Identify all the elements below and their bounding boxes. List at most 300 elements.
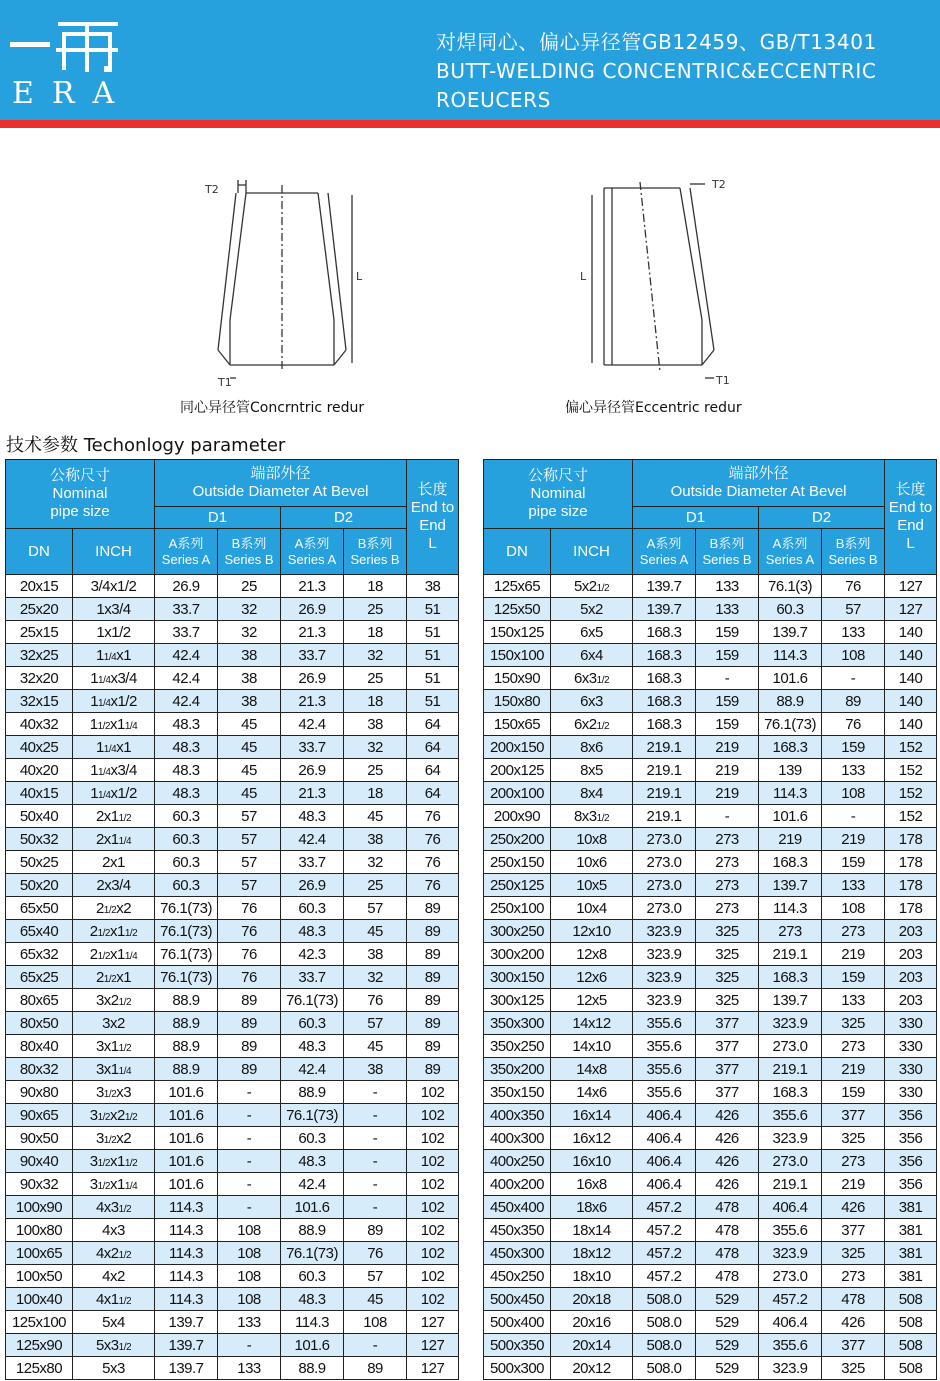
length-cell: 51 <box>407 598 459 621</box>
d1-series-b-cell: 159 <box>696 621 759 644</box>
concentric-reducer-drawing <box>218 180 352 378</box>
dn-cell: 450x300 <box>484 1242 551 1265</box>
title-en-line2: ROEUCERS <box>436 88 551 112</box>
d2-series-a-cell: 42.4 <box>281 828 344 851</box>
table-row <box>484 644 937 667</box>
inch-cell: 31/2x3 <box>73 1081 155 1104</box>
dn-cell: 125x50 <box>484 598 551 621</box>
d2-series-b-cell: - <box>822 805 885 828</box>
table-row <box>6 943 459 966</box>
length-cell: 64 <box>407 713 459 736</box>
length-cell: 178 <box>885 828 937 851</box>
d1-series-a-cell: 88.9 <box>155 989 218 1012</box>
inch-cell: 12x8 <box>551 943 633 966</box>
d2-series-a-cell: 101.6 <box>759 805 822 828</box>
d2-series-a-cell: 168.3 <box>759 736 822 759</box>
d1-series-b-cell: 45 <box>218 713 281 736</box>
d2-series-b-cell: 25 <box>344 759 407 782</box>
inch-cell: 6x21/2 <box>551 713 633 736</box>
length-cell: 356 <box>885 1104 937 1127</box>
d2-series-b-cell: 89 <box>822 690 885 713</box>
length-cell: 89 <box>407 1058 459 1081</box>
d1-series-a-cell: 457.2 <box>633 1265 696 1288</box>
table-row <box>6 598 459 621</box>
table-row <box>484 828 937 851</box>
d1-series-a-cell: 219.1 <box>633 759 696 782</box>
dn-cell: 450x350 <box>484 1219 551 1242</box>
d1-series-a-cell: 323.9 <box>633 920 696 943</box>
d2-series-b-cell: 133 <box>822 621 885 644</box>
d1-series-a-cell: 26.9 <box>155 575 218 598</box>
table-row <box>6 1334 459 1357</box>
d1-series-a-cell: 101.6 <box>155 1150 218 1173</box>
length-cell: 203 <box>885 966 937 989</box>
table-row <box>6 1196 459 1219</box>
d2-series-b-cell: 38 <box>344 1058 407 1081</box>
d2-series-b-cell: 133 <box>822 759 885 782</box>
d1-series-b-cell: 478 <box>696 1196 759 1219</box>
d2-series-b-cell: 273 <box>822 1035 885 1058</box>
d1-series-a-cell: 101.6 <box>155 1127 218 1150</box>
d2-series-b-cell: 159 <box>822 736 885 759</box>
d2-series-a-cell: 48.3 <box>281 920 344 943</box>
length-cell: 64 <box>407 782 459 805</box>
table-row <box>6 575 459 598</box>
dn-cell: 300x150 <box>484 966 551 989</box>
length-cell: 102 <box>407 1242 459 1265</box>
inch-cell: 5x31/2 <box>73 1334 155 1357</box>
table-row <box>6 1173 459 1196</box>
table-row <box>484 1265 937 1288</box>
length-cell: 381 <box>885 1196 937 1219</box>
inch-cell: 3/4x1/2 <box>73 575 155 598</box>
inch-cell: 20x12 <box>551 1357 633 1380</box>
table-row <box>6 920 459 943</box>
inch-cell: 20x18 <box>551 1288 633 1311</box>
d1-series-a-cell: 168.3 <box>633 644 696 667</box>
d1-series-a-cell: 168.3 <box>633 621 696 644</box>
length-cell: 152 <box>885 759 937 782</box>
d1-series-a-cell: 48.3 <box>155 736 218 759</box>
d1-series-a-header: A系列 Series A <box>633 529 696 575</box>
length-cell: 102 <box>407 1265 459 1288</box>
d1-series-b-cell: 57 <box>218 805 281 828</box>
d2-series-b-cell: 45 <box>344 920 407 943</box>
length-cell: 127 <box>407 1311 459 1334</box>
dn-cell: 500x450 <box>484 1288 551 1311</box>
table-row <box>484 598 937 621</box>
d1-series-a-cell: 33.7 <box>155 621 218 644</box>
concentric-t2-label: T2 <box>205 183 219 196</box>
inch-cell: 11/2x11/4 <box>73 713 155 736</box>
d2-series-a-header: A系列 Series A <box>281 529 344 575</box>
dn-cell: 400x250 <box>484 1150 551 1173</box>
inch-header: INCH <box>73 529 155 575</box>
d2-series-b-cell: 159 <box>822 851 885 874</box>
dn-cell: 40x15 <box>6 782 73 805</box>
d1-series-a-cell: 139.7 <box>633 575 696 598</box>
d2-series-b-cell: 377 <box>822 1104 885 1127</box>
d1-series-b-cell: 38 <box>218 690 281 713</box>
length-cell: 102 <box>407 1219 459 1242</box>
dn-cell: 90x65 <box>6 1104 73 1127</box>
d1-series-b-cell: 529 <box>696 1357 759 1380</box>
d2-series-b-cell: 219 <box>822 943 885 966</box>
inch-cell: 4x11/2 <box>73 1288 155 1311</box>
length-cell: 203 <box>885 989 937 1012</box>
inch-cell: 4x21/2 <box>73 1242 155 1265</box>
d2-series-a-cell: 139.7 <box>759 989 822 1012</box>
dn-cell: 100x90 <box>6 1196 73 1219</box>
table-row <box>484 1334 937 1357</box>
inch-cell: 18x10 <box>551 1265 633 1288</box>
d1-series-b-cell: 325 <box>696 920 759 943</box>
table-row <box>484 1127 937 1150</box>
dn-cell: 50x20 <box>6 874 73 897</box>
table-row <box>6 874 459 897</box>
inch-cell: 16x8 <box>551 1173 633 1196</box>
d2-series-a-cell: 323.9 <box>759 1127 822 1150</box>
d1-series-a-cell: 273.0 <box>633 874 696 897</box>
eccentric-caption: 偏心异径管Eccentric redur <box>565 400 742 416</box>
d1-series-a-cell: 114.3 <box>155 1242 218 1265</box>
d2-series-b-cell: 32 <box>344 851 407 874</box>
dn-cell: 250x125 <box>484 874 551 897</box>
d1-series-a-cell: 323.9 <box>633 989 696 1012</box>
dn-cell: 250x150 <box>484 851 551 874</box>
inch-cell: 16x14 <box>551 1104 633 1127</box>
d2-series-a-cell: 42.4 <box>281 1173 344 1196</box>
d1-header: D1 <box>155 507 281 529</box>
d2-series-a-cell: 457.2 <box>759 1288 822 1311</box>
dn-cell: 80x65 <box>6 989 73 1012</box>
inch-cell: 5x21/2 <box>551 575 633 598</box>
d2-series-b-cell: 76 <box>344 1242 407 1265</box>
d2-series-a-cell: 219 <box>759 828 822 851</box>
d1-series-b-cell: 76 <box>218 966 281 989</box>
d2-series-a-cell: 114.3 <box>759 782 822 805</box>
inch-cell: 14x8 <box>551 1058 633 1081</box>
d2-series-a-cell: 139.7 <box>759 621 822 644</box>
dn-cell: 450x400 <box>484 1196 551 1219</box>
inch-cell: 6x3 <box>551 690 633 713</box>
d2-series-b-cell: 159 <box>822 1081 885 1104</box>
table-row <box>484 874 937 897</box>
dn-cell: 500x400 <box>484 1311 551 1334</box>
nominal-header: 公称尺寸 Nominal pipe size <box>484 460 633 529</box>
inch-cell: 21/2x1 <box>73 966 155 989</box>
table-row <box>6 713 459 736</box>
table-row <box>484 1196 937 1219</box>
d2-series-a-cell: 101.6 <box>759 667 822 690</box>
d1-series-b-cell: - <box>218 1081 281 1104</box>
d1-series-a-cell: 219.1 <box>633 805 696 828</box>
d1-series-a-cell: 101.6 <box>155 1104 218 1127</box>
d2-series-a-cell: 60.3 <box>281 1265 344 1288</box>
length-cell: 127 <box>407 1357 459 1380</box>
d2-series-b-cell: 76 <box>822 575 885 598</box>
dn-cell: 90x32 <box>6 1173 73 1196</box>
table-row <box>484 713 937 736</box>
table-row <box>484 621 937 644</box>
d1-series-b-cell: 133 <box>696 598 759 621</box>
d2-series-b-cell: 25 <box>344 667 407 690</box>
inch-cell: 6x31/2 <box>551 667 633 690</box>
dn-cell: 350x150 <box>484 1081 551 1104</box>
od-header: 端部外径 Outside Diameter At Bevel <box>155 460 407 507</box>
inch-cell: 18x6 <box>551 1196 633 1219</box>
d2-series-b-cell: 273 <box>822 1150 885 1173</box>
era-logo <box>8 18 133 113</box>
d1-series-a-cell: 114.3 <box>155 1196 218 1219</box>
d2-series-b-cell: 133 <box>822 874 885 897</box>
table-row <box>484 989 937 1012</box>
d1-series-a-cell: 406.4 <box>633 1127 696 1150</box>
dn-cell: 150x90 <box>484 667 551 690</box>
dn-cell: 200x90 <box>484 805 551 828</box>
d1-series-a-cell: 273.0 <box>633 851 696 874</box>
d1-series-a-cell: 139.7 <box>155 1311 218 1334</box>
d1-series-b-cell: 159 <box>696 690 759 713</box>
d1-series-b-cell: 478 <box>696 1242 759 1265</box>
dn-cell: 350x200 <box>484 1058 551 1081</box>
d2-series-a-cell: 21.3 <box>281 782 344 805</box>
d1-series-a-cell: 114.3 <box>155 1288 218 1311</box>
inch-cell: 10x4 <box>551 897 633 920</box>
d2-series-b-cell: 38 <box>344 943 407 966</box>
length-cell: 89 <box>407 989 459 1012</box>
d1-series-a-cell: 219.1 <box>633 736 696 759</box>
d2-series-b-cell: 426 <box>822 1196 885 1219</box>
d1-series-b-cell: 273 <box>696 897 759 920</box>
inch-cell: 12x5 <box>551 989 633 1012</box>
d2-series-a-cell: 88.9 <box>281 1081 344 1104</box>
d2-series-a-cell: 406.4 <box>759 1196 822 1219</box>
table-row <box>6 1104 459 1127</box>
d1-series-a-cell: 139.7 <box>155 1357 218 1380</box>
d1-series-b-cell: 108 <box>218 1288 281 1311</box>
d2-series-a-cell: 219.1 <box>759 1173 822 1196</box>
length-cell: 330 <box>885 1035 937 1058</box>
dn-cell: 150x125 <box>484 621 551 644</box>
d2-series-b-cell: 57 <box>822 598 885 621</box>
length-cell: 140 <box>885 713 937 736</box>
d2-series-a-cell: 355.6 <box>759 1334 822 1357</box>
table-row <box>484 759 937 782</box>
d2-series-a-cell: 101.6 <box>281 1196 344 1219</box>
dn-cell: 400x200 <box>484 1173 551 1196</box>
d1-series-a-cell: 323.9 <box>633 966 696 989</box>
d2-series-a-cell: 33.7 <box>281 966 344 989</box>
d2-series-b-cell: 89 <box>344 1219 407 1242</box>
dn-cell: 150x80 <box>484 690 551 713</box>
d1-series-b-cell: 32 <box>218 598 281 621</box>
inch-cell: 11/4x3/4 <box>73 667 155 690</box>
d1-series-b-cell: 108 <box>218 1265 281 1288</box>
logo-letters: ERA <box>12 76 133 111</box>
d2-series-a-cell: 168.3 <box>759 966 822 989</box>
d2-series-b-cell: 18 <box>344 575 407 598</box>
d2-series-b-cell: 38 <box>344 713 407 736</box>
table-row <box>6 1242 459 1265</box>
d1-series-b-cell: 57 <box>218 874 281 897</box>
d2-series-b-cell: 45 <box>344 1288 407 1311</box>
dn-cell: 80x40 <box>6 1035 73 1058</box>
d1-series-b-cell: 159 <box>696 644 759 667</box>
length-cell: 203 <box>885 943 937 966</box>
d1-series-a-cell: 168.3 <box>633 690 696 713</box>
length-cell: 330 <box>885 1012 937 1035</box>
d1-series-b-cell: 45 <box>218 782 281 805</box>
length-cell: 64 <box>407 759 459 782</box>
d1-series-a-cell: 406.4 <box>633 1150 696 1173</box>
inch-cell: 12x10 <box>551 920 633 943</box>
length-cell: 76 <box>407 805 459 828</box>
d2-series-b-cell: 18 <box>344 690 407 713</box>
inch-cell: 5x4 <box>73 1311 155 1334</box>
inch-cell: 18x14 <box>551 1219 633 1242</box>
table-row <box>484 1288 937 1311</box>
length-cell: 51 <box>407 644 459 667</box>
d2-series-a-cell: 60.3 <box>281 897 344 920</box>
d1-series-b-cell: 529 <box>696 1288 759 1311</box>
d2-series-b-cell: - <box>344 1127 407 1150</box>
length-cell: 330 <box>885 1081 937 1104</box>
d1-series-a-cell: 101.6 <box>155 1173 218 1196</box>
d1-series-a-cell: 60.3 <box>155 874 218 897</box>
inch-cell: 3x21/2 <box>73 989 155 1012</box>
dn-cell: 65x32 <box>6 943 73 966</box>
inch-cell: 16x10 <box>551 1150 633 1173</box>
length-header: 长度 End to End L <box>407 460 459 575</box>
d2-series-b-cell: 76 <box>344 989 407 1012</box>
d2-series-a-cell: 76.1(73) <box>281 1104 344 1127</box>
d1-series-b-cell: - <box>696 805 759 828</box>
dn-cell: 450x250 <box>484 1265 551 1288</box>
inch-cell: 3x2 <box>73 1012 155 1035</box>
table-row <box>484 943 937 966</box>
d2-series-b-cell: 426 <box>822 1311 885 1334</box>
d2-series-a-cell: 323.9 <box>759 1357 822 1380</box>
length-cell: 508 <box>885 1357 937 1380</box>
d2-series-b-cell: 76 <box>822 713 885 736</box>
dn-cell: 90x80 <box>6 1081 73 1104</box>
d2-series-a-cell: 76.1(73) <box>281 989 344 1012</box>
table-row <box>6 1219 459 1242</box>
table-row <box>6 1127 459 1150</box>
dn-cell: 20x15 <box>6 575 73 598</box>
table-row <box>484 1035 937 1058</box>
dn-cell: 32x25 <box>6 644 73 667</box>
table-body-right <box>484 575 937 1380</box>
d2-series-b-cell: 273 <box>822 920 885 943</box>
d1-series-b-cell: - <box>218 1196 281 1219</box>
d1-series-b-cell: 133 <box>218 1357 281 1380</box>
length-cell: 127 <box>885 575 937 598</box>
length-cell: 102 <box>407 1150 459 1173</box>
d1-series-a-cell: 219.1 <box>633 782 696 805</box>
length-cell: 356 <box>885 1127 937 1150</box>
d1-header: D1 <box>633 507 759 529</box>
table-row <box>6 736 459 759</box>
d2-series-b-cell: - <box>344 1150 407 1173</box>
d2-series-a-cell: 355.6 <box>759 1219 822 1242</box>
table-row <box>484 1104 937 1127</box>
table-row <box>6 1265 459 1288</box>
d2-series-b-cell: 89 <box>344 1357 407 1380</box>
inch-cell: 3x11/2 <box>73 1035 155 1058</box>
d2-series-b-cell: 273 <box>822 1265 885 1288</box>
d1-series-b-cell: 325 <box>696 989 759 1012</box>
dn-cell: 40x32 <box>6 713 73 736</box>
d1-series-b-cell: 38 <box>218 644 281 667</box>
d1-series-a-cell: 457.2 <box>633 1196 696 1219</box>
dn-cell: 300x200 <box>484 943 551 966</box>
table-row <box>484 851 937 874</box>
d1-series-a-cell: 139.7 <box>155 1334 218 1357</box>
d1-series-b-cell: 377 <box>696 1058 759 1081</box>
d1-series-b-cell: 219 <box>696 736 759 759</box>
d1-series-a-cell: 457.2 <box>633 1242 696 1265</box>
d2-series-a-cell: 139 <box>759 759 822 782</box>
d1-series-a-cell: 508.0 <box>633 1357 696 1380</box>
d1-series-b-cell: 76 <box>218 920 281 943</box>
length-cell: 51 <box>407 667 459 690</box>
inch-cell: 8x31/2 <box>551 805 633 828</box>
d1-series-b-cell: 426 <box>696 1104 759 1127</box>
length-cell: 64 <box>407 736 459 759</box>
table-row <box>484 966 937 989</box>
table-row <box>484 782 937 805</box>
d2-series-a-cell: 33.7 <box>281 644 344 667</box>
d2-series-b-cell: 57 <box>344 1265 407 1288</box>
d1-series-b-cell: - <box>218 1127 281 1150</box>
dn-cell: 50x40 <box>6 805 73 828</box>
dn-cell: 40x20 <box>6 759 73 782</box>
d2-header: D2 <box>759 507 885 529</box>
table-row <box>6 1288 459 1311</box>
d1-series-a-header: A系列 Series A <box>155 529 218 575</box>
dn-cell: 200x150 <box>484 736 551 759</box>
d2-series-b-cell: 45 <box>344 1035 407 1058</box>
table-row <box>484 736 937 759</box>
length-cell: 381 <box>885 1265 937 1288</box>
length-cell: 356 <box>885 1150 937 1173</box>
length-cell: 89 <box>407 943 459 966</box>
d1-series-a-cell: 76.1(73) <box>155 943 218 966</box>
d1-series-a-cell: 42.4 <box>155 667 218 690</box>
d1-series-b-cell: 76 <box>218 943 281 966</box>
d2-series-a-cell: 219.1 <box>759 1058 822 1081</box>
dn-cell: 40x25 <box>6 736 73 759</box>
d1-series-b-cell: 377 <box>696 1035 759 1058</box>
dn-cell: 125x90 <box>6 1334 73 1357</box>
header-title <box>436 28 877 115</box>
d1-series-b-cell: 57 <box>218 828 281 851</box>
inch-cell: 31/2x21/2 <box>73 1104 155 1127</box>
inch-cell: 2x11/2 <box>73 805 155 828</box>
d2-series-a-cell: 114.3 <box>759 897 822 920</box>
d2-series-b-cell: 219 <box>822 828 885 851</box>
inch-cell: 12x6 <box>551 966 633 989</box>
inch-cell: 8x6 <box>551 736 633 759</box>
d2-series-b-cell: 133 <box>822 989 885 1012</box>
dn-cell: 50x25 <box>6 851 73 874</box>
length-cell: 152 <box>885 736 937 759</box>
d2-series-a-cell: 21.3 <box>281 575 344 598</box>
table-row <box>6 851 459 874</box>
eccentric-t1-label: T1 <box>716 374 730 387</box>
